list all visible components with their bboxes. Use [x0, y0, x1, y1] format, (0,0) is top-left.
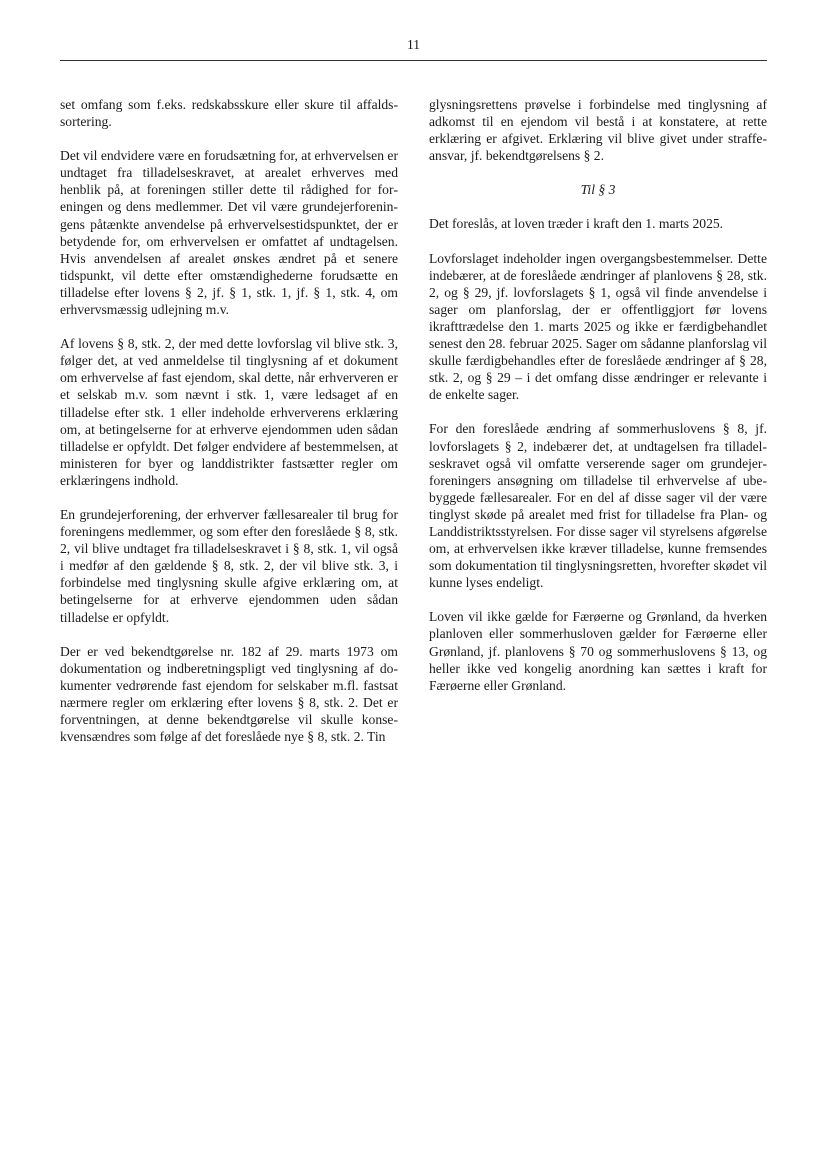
paragraph: Der er ved bekendtgørelse nr. 182 af 29. marts 1973 om dokumentation og indberetningspligt ved tinglysning af dokumenter vedrørende fast ejendom for selskaber m.fl. fastsat nærmere regler om erklæring efter lovens § 8, stk. 2. Det er forventningen, at denne bekendtgørelse vil skulle konsekvensændres som følge af det foreslåede nye § 8, stk. 2. Tin — [60, 643, 398, 745]
paragraph: set omfang som f.eks. redskabsskure eller skure til affaldssortering. — [60, 97, 398, 130]
paragraph: glysningsrettens prøvelse i forbindelse med tinglysning af adkomst til en ejendom vil bestå i at konstatere, at rette erklæring er afgivet. Erklæring vil blive givet under straffeansvar, jf. bekendtgørelsens § 2. — [429, 97, 767, 164]
paragraph: Af lovens § 8, stk. 2, der med dette lovforslag vil blive stk. 3, følger det, at ved anmeldelse til tinglysning af et dokument om erhvervelse af fast ejendom, skal dette, når erhververen er et selskab m.v. som nævnt i stk. 1, være ledsaget af en tilladelse efter stk. 1 eller indeholde erhververens erklæring om, at betingelserne for at erhverve ejendommen uden sådan tilladelse er opfyldt. Det følger endvidere af bestemmelsen, at ministeren for byer og landdistrikter fastsætter regler om erklæringens indhold. — [60, 336, 398, 488]
right-column — [429, 96, 767, 711]
paragraph: Lovforslaget indeholder ingen overgangsbestemmelser. Dette indebærer, at de foreslåede ændringer af planlovens § 28, stk. 2, og § 29, jf. lovforslagets § 1, også vil finde anvendelse i sager om planforslag, der er offentliggjort før lovens ikrafttrædelse den 1. marts 2025 og ikke er færdigbehandlet senest den 28. februar 2025. Sager om sådanne planforslag vil skulle færdigbehandles efter de foreslåede ændringer af § 28, stk. 2, og § 29 – i det omfang disse ændringer er relevante i de enkelte sager. — [429, 250, 767, 403]
paragraph: Det vil endvidere være en forudsætning for, at erhvervelsen er undtaget fra tilladelseskravet, at arealet erhverves med henblik på, at foreningen stiller dette til rådighed for foreningen og dens medlemmer. Det vil være grundejerforeningens påtænkte anvendelse på erhvervelsestidspunktet, der er betydende for, om erhvervelsen er omfattet af undtagelsen. Hvis anvendelsen af arealet ønskes ændret på et senere tidspunkt, vil dette efter omstændighederne forudsætte en tilladelse efter lovens § 2, jf. § 1, stk. 1, jf. § 1, stk. 4, om erhvervsmæssig udlejning m.v. — [60, 148, 398, 318]
section-heading: Til § 3 — [580, 182, 616, 198]
paragraph: En grundejerforening, der erhverver fællesarealer til brug for foreningens medlemmer, og som efter den foreslåede § 8, stk. 2, vil blive undtaget fra tilladelseskravet i § 8, stk. 1, vil også i medfør af den gældende § 8, stk. 2, der vil blive stk. 3, i forbindelse med tinglysning skulle afgive erklæring om, at betingelserne for at erhverve ejendommen uden sådan tilladelse er opfyldt. — [60, 506, 398, 625]
header-divider — [60, 60, 767, 61]
left-column — [60, 96, 398, 762]
paragraph: Det foreslås, at loven træder i kraft den 1. marts 2025. — [429, 216, 724, 232]
paragraph: For den foreslåede ændring af sommerhuslovens § 8, jf. lovforslagets § 2, indebærer det, at undtagelsen fra tilladelseskravet også vil omfatte verserende sager om grundejerforeningers ansøgning om tilladelse til erhvervelse af ubebyggede fællesarealer. For en del af disse sager vil der være tinglyst skøde på arealet med frist for tilladelse fra Plan- og Landdistriktsstyrelsen. For disse sager vil styrelsens afgørelse om, at erhvervelsen ikke kræver tilladelse, kunne fremsendes som dokumentation til tinglysningsretten, hvorefter skødet vil kunne lyses endeligt. — [429, 421, 767, 591]
paragraph: Loven vil ikke gælde for Færøerne og Grønland, da hverken planloven eller sommerhusloven gælder for Færøerne eller Grønland, jf. planlovens § 70 og sommerhuslovens § 13, og heller ikke ved kongelig anordning kan sættes i kraft for Færøerne eller Grønland. — [429, 609, 767, 693]
page-number: 11 — [407, 37, 420, 52]
